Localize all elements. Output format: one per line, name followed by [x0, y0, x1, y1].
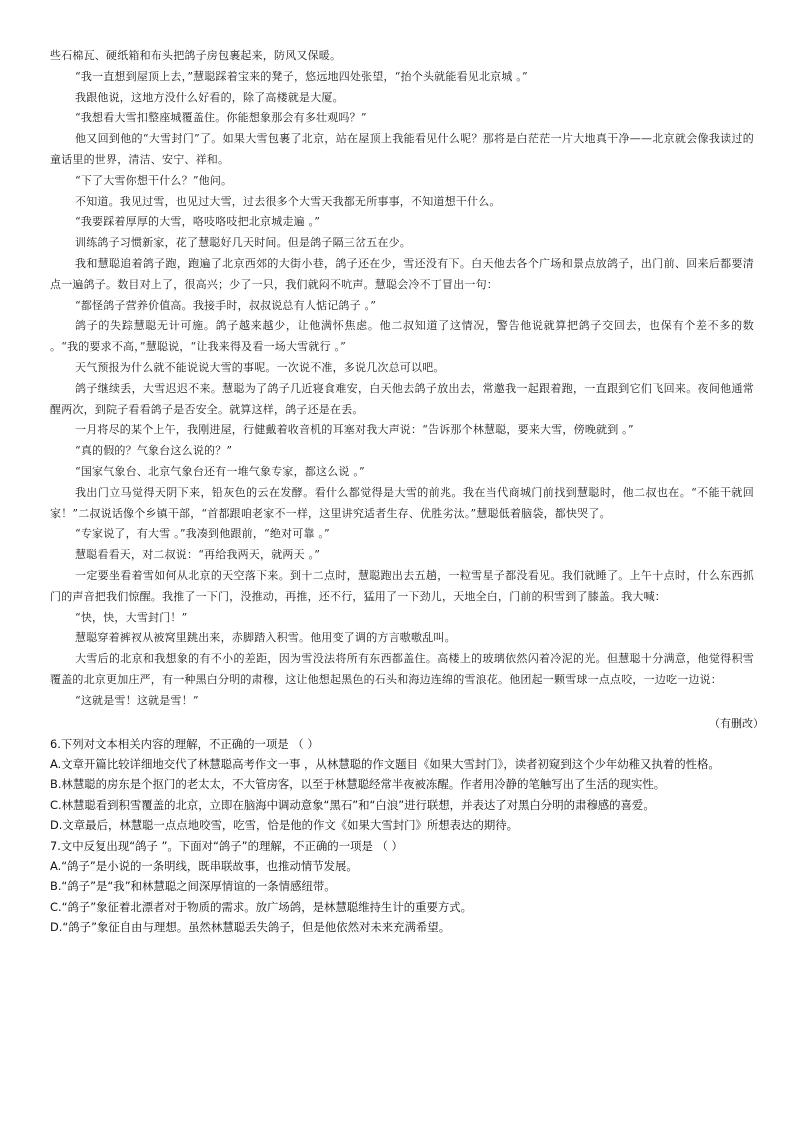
- question-stem: 6.下列对文本相关内容的理解，不正确的一项是 （ ）: [50, 736, 319, 751]
- story-paragraph: 慧聪穿着裤衩从被窝里跳出来，赤脚踏入积雪。他用变了调的方言嗷嗷乱叫。: [75, 631, 456, 645]
- story-paragraph: 大雪后的北京和我想象的有不小的差距，因为雪没法将所有东西都盖住。高楼上的玻璃依然闪着冷泥的光。但慧聪十分满意，他觉得积雪覆盖的北京更加庄严，有一种黑白分明的肃穆，这让他想起黑色的石头和海边连绵的雪浪花。他团起一颗雪球一点点咬，一边吃一边说：: [50, 652, 754, 686]
- story-paragraph: “都怪鸽子营养价值高。我接手时，叔叔说总有人惦记鸽子 。”: [75, 298, 377, 312]
- story-paragraph: 鸽子的失踪慧聪无计可施。鸽子越来越少，让他满怀焦虑。他二叔知道了这情况，警告他说就算把鸽子交回去，也保有个差不多的数 。“我的要求不高，”慧聪说，“让我来得及看一场大雪就行 。”: [50, 319, 754, 354]
- story-paragraph: “专家说了，有大雪 。”我凑到他跟前，“绝对可靠 。”: [75, 527, 330, 541]
- story-paragraph: “我想看大雪扣整座城覆盖住。你能想象那会有多壮观吗？”: [75, 111, 367, 125]
- story-paragraph: 些石棉瓦、硬纸箱和布头把鸽子房包裹起来，防风又保暖。: [50, 49, 342, 62]
- story-paragraph: 训练鸽子习惯新家，花了慧聪好几天时间。但是鸽子隔三岔五在少。: [75, 236, 411, 250]
- answer-option: D.文章最后，林慧聪一点点地咬雪，吃雪，恰是他的作文《如果大雪封门》所想表达的期待。: [50, 818, 519, 833]
- story-paragraph: 我跟他说，这地方没什么好看的，除了高楼就是大厦。: [75, 90, 344, 104]
- answer-option: A.“鸽子”是小说的一条明线，既串联故事，也推动情节发展。: [50, 858, 358, 873]
- story-paragraph: 天气预报为什么就不能说说大雪的事呢。一次说不准，多说几次总可以吧。: [75, 360, 445, 374]
- answer-option: B.“鸽子”是“我”和林慧聪之间深厚情谊的一条情感纽带。: [50, 879, 336, 894]
- story-paragraph: 他又回到他的“大雪封门”了。如果大雪包裹了北京，站在屋顶上我能看见什么呢？那将是白茫茫一片大地真干净——北京就会像我读过的童话里的世界，清洁、安宁、祥和。: [50, 132, 754, 166]
- story-paragraph: 一定要坐看着雪如何从北京的天空落下来。到十二点时，慧聪跑出去五趟，一粒雪星子都没看见。我们就睡了。上午十点时，什么东西抓门的声音把我们惊醒。我推了一下门，没推动，再推，还不行，猛用了一下劲儿，天地全白，门前的积雪到了膝盖。我大喊：: [50, 568, 754, 603]
- story-paragraph: 我和慧聪追着鸽子跑，跑遍了北京西郊的大街小巷，鸽子还在少，雪还没有下。白天他去各个广场和景点放鸽子，出门前、回来后都要清点一遍鸽子。数目对上了，很高兴；少了一只，我们就闷不吭声。慧聪会冷不丁冒出一句：: [50, 256, 754, 291]
- story-paragraph: “快，快，大雪封门！”: [75, 610, 188, 624]
- document-page: [50, 46, 764, 938]
- story-paragraph: 不知道。我见过雪，也见过大雪，过去很多个大雪天我都无所事事，不知道想干什么。: [75, 194, 501, 208]
- answer-option: C.“鸽子”象征着北漂者对于物质的需求。放广场鸽，是林慧聪维持生计的重要方式。: [50, 899, 473, 914]
- answer-option: B.林慧聪的房东是个抠门的老太太，不大管房客，以至于林慧聪经常半夜被冻醒。作者用冷静的笔触写出了生活的现实性。: [50, 777, 666, 792]
- story-paragraph: “下了大雪你想干什么？”他问。: [75, 173, 233, 187]
- story-text: [50, 46, 754, 712]
- story-paragraph: 我出门立马觉得天阴下来，铅灰色的云在发酵。看什么都觉得是大雪的前兆。我在当代商城门前找到慧聪时，他二叔也在。“不能干就回家！”二叔说话像个乡镇干部，“首都跟咱老家不一样，这里讲究适者生存、优胜劣汰。”慧聪低着脑袋，都快哭了。: [50, 485, 754, 520]
- answer-option: C.林慧聪看到积雪覆盖的北京，立即在脑海中调动意象“黑石”和“白浪”进行联想，并表达了对黑白分明的肃穆感的喜爱。: [50, 797, 655, 812]
- story-paragraph: “我一直想到屋顶上去，”慧聪踩着宝来的凳子，悠远地四处张望，“抬个头就能看见北京城 。”: [75, 69, 528, 83]
- answer-option: A.文章开篇比较详细地交代了林慧聪高考作文一事 ，从林慧聪的作文题目《如果大雪封门》，读者初窥到这个少年幼稚又执着的性格。: [50, 756, 720, 771]
- questions-section: [50, 734, 754, 938]
- answer-option: D.“鸽子”象征自由与理想。虽然林慧聪丢失鸽子，但是他依然对未来充满希望。: [50, 920, 451, 935]
- source-note: （有删改）: [709, 716, 764, 730]
- story-paragraph: 慧聪看看天，对二叔说：“再给我两天，就两天 。”: [75, 548, 321, 562]
- story-paragraph: 鸽子继续丢，大雪迟迟不来。慧聪为了鸽子几近寝食难安，白天他去鸽子放出去，常邀我一起跟着跑，一直跟到它们飞回来。夜间他通常醒两次，到院子看看鸽子是否安全。就算这样，鸽子还是在丢。: [50, 381, 754, 416]
- story-paragraph: “真的假的？气象台这么说的？”: [75, 444, 233, 458]
- story-paragraph: “我要踩着厚厚的大雪，咯吱咯吱把北京城走遍 。”: [75, 215, 321, 229]
- story-paragraph: 一月将尽的某个上午，我刚进屋，行健戴着收音机的耳塞对我大声说：“告诉那个林慧聪，要来大雪，傍晚就到 。”: [75, 423, 634, 437]
- question-stem: 7.文中反复出现“鸽子 ”。下面对“鸽子”的理解，不正确的一项是 （ ）: [50, 838, 403, 853]
- story-paragraph: “国家气象台、北京气象台还有一堆气象专家，都这么说 。”: [75, 464, 365, 478]
- story-paragraph: “这就是雪！这就是雪！”: [75, 693, 199, 707]
